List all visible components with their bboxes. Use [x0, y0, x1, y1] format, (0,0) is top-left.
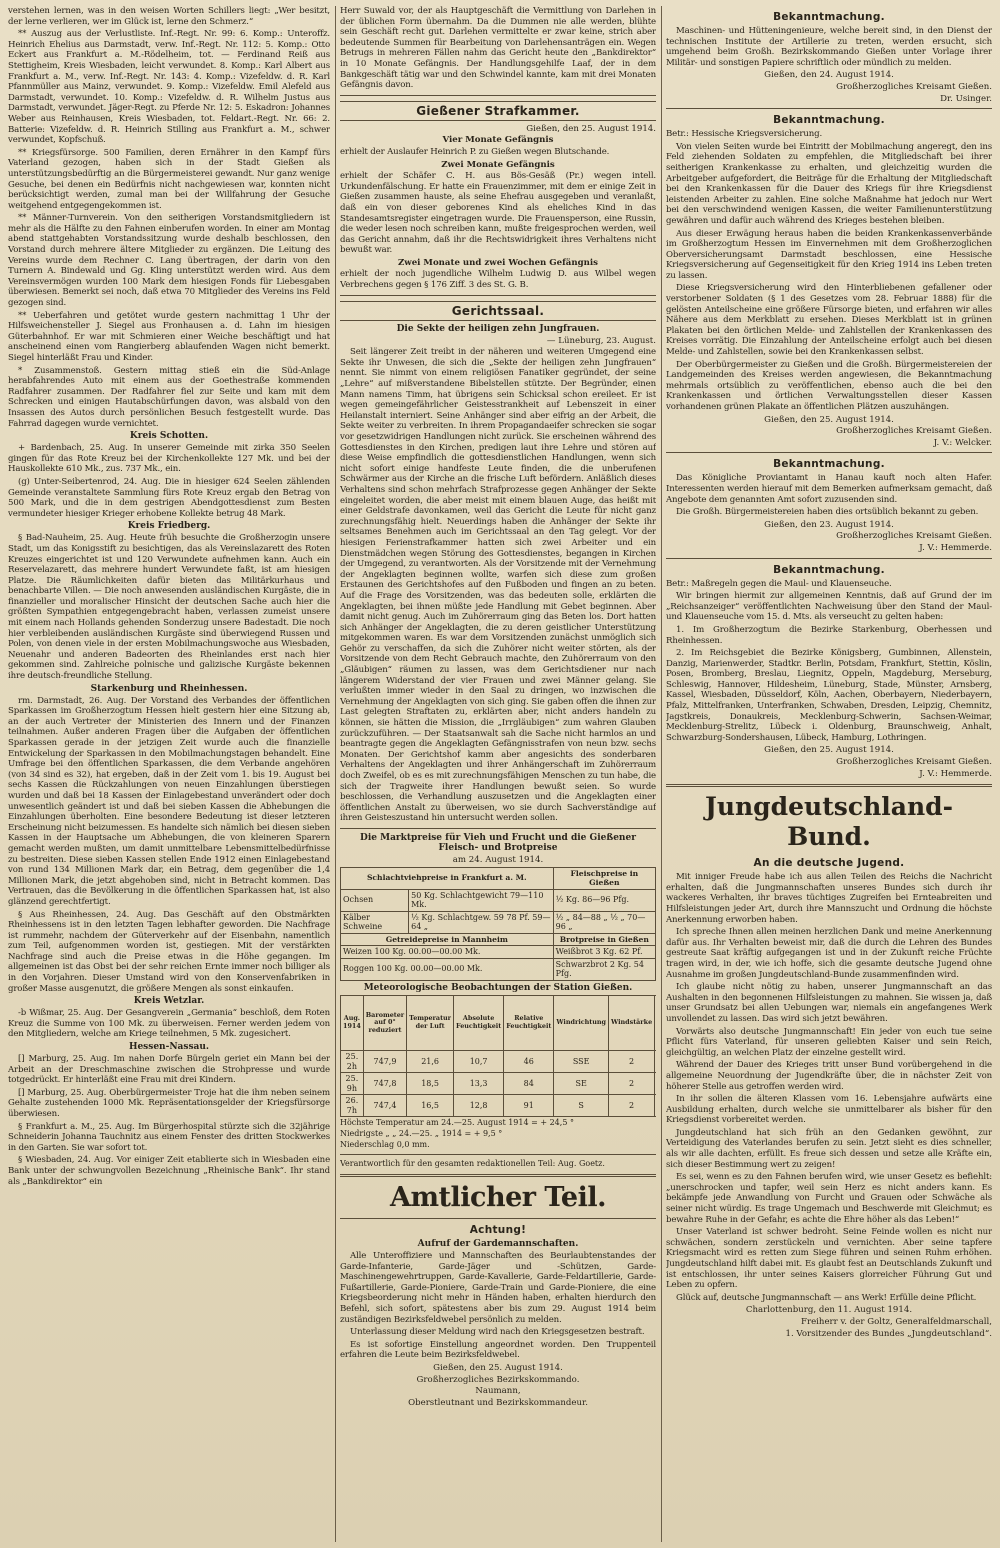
article-text: ** Männer-Turnverein. Von den seitherigen Vorstandsmitgliedern ist mehr als die Hälfte zu den Fahnen einberufen worden. In einer am Montag abend stattgehabten Vorstandssitzung wurde deshalb beschlossen, den Vorstand durch mehrere ältere Mitglieder zu ergänzen. Die Leitung des Vereins wurde dem Rechner C. Lang übertragen, der darin von den Turnern A. Bindewald und Gg. Kling unterstützt werden wird. Aus dem Vereinsvermögen wurden 100 Mark dem hiesigen Fonds für Liebesgaben überwiesen. Bemerkt sei noch, daß etwa 70 Mitglieder des Vereins ins Feld gezogen sind. [8, 213, 330, 309]
table-header-row [341, 995, 657, 1051]
dateline: Charlottenburg, den 11. August 1914. [745, 1305, 913, 1316]
notice-text: Es ist sofortige Einstellung angeordnet worden. Den Truppenteil erfahren die Leute beim Bezirksfeldwebel. [340, 1339, 656, 1361]
article-text: erhielt der noch jugendliche Wilhelm Ludwig D. aus Wilbel wegen Verbrechens gegen § 176 Ziff. 3 des St. G. B. [340, 269, 656, 291]
table-header: Relative Feuchtigkeit [504, 995, 554, 1051]
column-left [8, 6, 330, 1542]
table-row [341, 889, 656, 911]
dateline: am 24. August 1914. [452, 854, 544, 865]
table-header: Windstärke [609, 995, 655, 1051]
section-heading: Hessen-Nassau. [128, 1042, 210, 1053]
appeal-text: Ich spreche Ihnen allen meinen herzlichen Dank und meine Anerkennung dafür aus. Ihr Verhalten beweist mir, daß die durch die Lehren des Bundes gestreute Saat kräftig aufgegangen ist und in der Zukunft reiche Früchte tragen wird, in der, wie ich hoffe, sich die gesamte deutsche Jugend ohne Ausnahme im großen Jungdeutschland-Bunde zusammenfinden wird. [666, 927, 992, 980]
column-rule [661, 6, 662, 1542]
article-text: rm. Darmstadt, 26. Aug. Der Vorstand des Verbandes der öffentlichen Sparkassen im Großherzogtum Hessen hielt gestern hier eine Sitzung ab, an der auch Vertreter der Ministerien des Innern und der Finanzen teilnahmen. Außer anderen Fragen über die Aufgaben der öffentlichen Sparkassen gerade in der jetzigen Zeit wurde auch die finanzielle Entwickelung der Sparkassen in den Mobilmachungstagen behandelt. Eine Umfrage bei den öffentlichen Sparkassen, die dem Verbande angehören (von 34 sind es 32), hat ergeben, daß in der Zeit vom 1. bis 19. August bei sechs Kassen die Rückzahlungen von neuen Einzahlungen überstiegen wurden und daß bei 18 Kassen der Einlagebestand unverändert oder doch unwesentlich geändert ist und daß bei sieben Kassen die Abhebungen die Einzahlungen überholten. Eine besondere Bedeutung ist dieser letzteren Erscheinung nicht beizumessen. Es handelte sich nämlich bei diesen sieben Kassen in der Hauptsache um Abhebungen, die von kleineren Sparern gemacht werden mußten, um damit unmittelbare Lebensmittelbedürfnisse zu bestreiten. Diese sieben Kassen stellen Ende 1912 einen Einlagebestand von rund 134 Millionen Mark dar, ein Betrag, dem gegenüber die 1,4 Millionen Mark, die jetzt abgehoben sind, nicht in Betracht kommen. Das Vertrauen, das die Bevölkerung in die öffentlichen Sparkassen hat, ist also glänzend gerechtfertigt. [8, 695, 330, 907]
table-cell: 747,4 [363, 1095, 406, 1117]
table-cell: 46 [504, 1051, 554, 1073]
weather-footnote: Niedrigste „ „ 24.—25. „ 1914 = + 9,5 ° [340, 1129, 503, 1139]
signature: Freiherr v. der Goltz, Generalfeldmarschall, [801, 1316, 992, 1327]
notice-text: Diese Kriegsversicherung wird den Hinterbliebenen gefallener oder verstorbener Soldaten (§ 1 des Gesetzes vom 28. Februar 1888) für die gelösten Anteilscheine eine größere Fürsorge bieten, und erfahren wir alles Nähere aus dem Merkblatt zu ersehen. Dieses Merkblatt ist in grünen Plakaten bei den örtlichen Melde- und Zahlstellen der Krankenkassen des Kreises vorrätig. Die Einzahlung der Anteilscheine erfolgt auch bei diesen Melde- und Zahlstellen, sowie bei den Krankenkassen selbst. [666, 283, 992, 358]
article-text: erhielt der Schäfer C. H. aus Bös-Gesäß (Pr.) wegen intell. Urkundenfälschung. Er hatte ein Frauenzimmer, mit dem er einige Zeit in Gießen zusammen hauste, als seine Ehefrau ausgegeben und veranlaßt, daß ein von dieser geborenes Kind als eheliches Kind in das Standesamtsregister eingetragen wurde. Die Frauensperson, eine Russin, die weder lesen noch schreiben kann, mußte freigesprochen werden, weil das Gericht annahm, daß ihr die Rechtswidrigkeit ihres Verhaltens nicht bewußt war. [340, 171, 656, 256]
divider [340, 295, 656, 296]
table-header: Temperatur der Luft [407, 995, 454, 1051]
article-text: § Bad-Nauheim, 25. Aug. Heute früh besuchte die Großherzogin unsere Stadt, um das Konigsstift zu besichtigen, das als Vereinslazarett des Roten Kreuzes eingerichtet ist und 120 Verwundete aufnehmen kann. Auch ein Reservelazarett, das mehrere hundert Verwundete faßt, ist am hiesigen Platze. Die Räumlichkeiten dafür bieten das Militärkurhaus und benachbarte Villen. — Die noch anwesenden ausländischen Kurgäste, die in finanzieller und moralischer Hinsicht der deutschen Sache auch hier die größten Sympathien entgegengebracht haben, verlassen zumeist unsere mit einem nach Hollands gehenden Sonderzug unsere Badestadt. Die noch hier verbleibenden ausländischen Kurgäste sind überwiegend Russen und Polen, von denen viele in der ersten Mobilmachungswoche aus Wiesbaden, Neuenahr und anderen Badeorten des Rheinlandes erst nach hier gekommen sind. Zahlreiche polnische und galizische Kurgäste bekennen ihre deutsch-freundliche Stellung. [8, 533, 330, 682]
section-heading: Gießener Strafkammer. [340, 101, 656, 121]
divider [666, 452, 992, 453]
column-right [666, 6, 992, 1542]
signature: Großherzogliches Bezirkskommando. [416, 1374, 580, 1385]
table-row [341, 1051, 657, 1073]
verdict-heading: Zwei Monate Gefängnis [441, 159, 555, 170]
signature: Oberstleutnant und Bezirkskommandeur. [408, 1397, 588, 1408]
official-section-title: Amtlicher Teil. [390, 1182, 606, 1214]
article-text: § Wiesbaden, 24. Aug. Vor einiger Zeit etablierte sich in Wiesbaden eine Bank unter der schwungvollen Bezeichnung „Rheinische Bank“. Ihr stand als „Bankdirektor“ ein [8, 1155, 330, 1187]
table-cell: 26. 7h [341, 1095, 364, 1117]
section-heading: Gerichtssaal. [340, 301, 656, 321]
appeal-text: Es sei, wenn es zu den Fahnen berufen wird, wie unser Gesetz es befiehlt: „unerschrocken und tapfer, weil sein Herz es nicht anders kann. Es bekämpfe jede Anwandlung von Furcht und Grauen oder Schwäche als seiner nicht würdig. Es trage Ungemach und Beschwerde mit Gleichmut; es bewahre Ruhe in der Gefahr, es achte die Ehre höher als das Leben!“ [666, 1172, 992, 1225]
table-row [341, 946, 656, 959]
column-middle [340, 6, 656, 1542]
notice-text: Aus dieser Erwägung heraus haben die beiden Krankenkassenverbände im Großherzogtum Hessen im Einvernehmen mit dem Großherzoglichen Oberversicherungsamt Darmstadt beschlossen, eine Hessische Kriegsversicherung auf Gegenseitigkeit für den Krieg 1914 ins Leben treten zu lassen. [666, 228, 992, 281]
table-cell: Kälber Schweine [341, 911, 409, 933]
table-cell: 12,8 [454, 1095, 504, 1117]
appeal-text: Vorwärts also deutsche Jungmannschaft! Ein jeder von euch tue seine Pflicht fürs Vaterland, für unseren geliebten Kaiser und sein Reich, gleichgültig, an welchen Platz der einzelne gestellt wird. [666, 1026, 992, 1058]
editor-responsible: Verantwortlich für den gesamten redaktionellen Teil: Aug. Goetz. [340, 1159, 605, 1169]
notice-text: 2. Im Reichsgebiet die Bezirke Königsberg, Gumbinnen, Allenstein, Danzig, Marienwerder, Stadtkr. Berlin, Potsdam, Frankfurt, Stettin, Köslin, Posen, Bromberg, Breslau, Liegnitz, Oppeln, Magdeburg, Merseburg, Schleswig, Hannover, Hildesheim, Lüneburg, Stade, Münster, Arnsberg, Kassel, Wiesbaden, Düsseldorf, Köln, Aachen, Oberbayern, Niederbayern, Pfalz, Mittelfranken, Unterfranken, Schwaben, Dresden, Leipzig, Chemnitz, Jagstkreis, Donaukreis, Mecklenburg-Schwerin, Sachsen-Weimar, Mecklenburg-Strelitz, Lübeck i. Oldenburg, Braunschweig, Anhalt, Schwarzburg-Sondershausen, Lübeck, Hamburg, Lothringen. [666, 648, 992, 743]
jungdeutschland-subtitle: An die deutsche Jugend. [753, 857, 905, 870]
table-cell: 84 [504, 1073, 554, 1095]
table-cell: 10,7 [454, 1051, 504, 1073]
table-cell: Schwarzbrot 2 Kg. 54 Pfg. [553, 958, 655, 980]
notice-heading: Bekanntmachung. [773, 563, 885, 576]
dateline: — Lüneburg, 23. August. [546, 335, 656, 346]
article-text: erhielt der Auslaufer Heinrich P. zu Gießen wegen Blutschande. [340, 146, 610, 157]
market-heading: Die Marktpreise für Vieh und Frucht und die Gießener Fleisch- und Brotpreise [360, 832, 636, 853]
article-text: [] Marburg, 25. Aug. Im nahen Dorfe Bürgeln geriet ein Mann bei der Arbeit an der Dreschmaschine zwischen die Strohpresse und wurde totgedrückt. Er hinterläßt eine Frau mit drei Kindern. [8, 1054, 330, 1086]
weather-heading: Meteorologische Beobachtungen der Station Gießen. [363, 982, 633, 993]
dateline: Gießen, den 25. August 1914. [764, 414, 894, 425]
notice-heading: Bekanntmachung. [773, 11, 885, 23]
table-cell [655, 1073, 656, 1095]
dateline: Gießen, den 24. August 1914. [764, 70, 894, 81]
signature: Großherzogliches Kreisamt Gießen. [836, 81, 992, 92]
divider [666, 558, 992, 559]
article-text: ** Ueberfahren und getötet wurde gestern nachmittag 1 Uhr der Hilfsweichensteller J. Siegel aus Fronhausen a. d. Lahn im hiesigen Güterbahnhof. Er war mit Schmieren einer Weiche beschäftigt und hat anscheinend einen vom Rangierberg ablaufenden Wagen nicht bemerkt. Siegel hinterläßt Frau und Kinder. [8, 310, 330, 363]
table-cell: S [554, 1095, 609, 1117]
signature: Naumann, [475, 1386, 521, 1397]
table-header: Schlachtviehpreise in Frankfurt a. M. [341, 867, 554, 889]
notice-text: Unterlassung dieser Meldung wird nach den Kriegsgesetzen bestraft. [350, 1327, 645, 1338]
section-heading: Kreis Schotten. [129, 431, 209, 442]
table-cell: 2 [609, 1073, 655, 1095]
divider [340, 1154, 656, 1155]
dateline: Gießen, den 25. August 1914. [764, 745, 894, 756]
notice-text: Die Großh. Bürgermeistereien haben dies ortsüblich bekannt zu geben. [676, 507, 979, 518]
table-cell: SSE [554, 1051, 609, 1073]
signature: J. V.: Hemmerde. [919, 768, 992, 779]
jungdeutschland-title: Jungdeutschland-Bund. [705, 792, 953, 852]
weather-footnote: Höchste Temperatur am 24.—25. August 1914 = + 24,5 ° [340, 1118, 574, 1128]
column-rule [335, 6, 336, 1542]
section-heading: Kreis Wetzlar. [133, 996, 205, 1007]
table-cell [655, 1051, 656, 1073]
signature: J. V.: Hemmerde. [919, 542, 992, 553]
notice-heading: Bekanntmachung. [773, 114, 885, 127]
divider [340, 95, 656, 96]
table-cell: Weizen 100 Kg. 00.00—00.00 Mk. [341, 946, 554, 959]
table-row [341, 911, 656, 933]
table-cell: 25. 9h [341, 1073, 364, 1095]
article-text: Herr Suwald vor, der als Hauptgeschäft die Vermittlung von Darlehen in der üblichen Form übernahm. Da die Dummen nie alle werden, blühte sein Geschäft recht gut. Darlehen vermittelte er zwar keine, strich aber bedeutende Summen für Bearbeitung von Darlehensanträgen ein. Wegen Betrugs in mehreren Fällen nahm das Gericht heute den „Bankdirektor“ in 10 Monate Gefängnis. Der Handlungsgehilfe Laaf, der in dem Bankgeschäft tätig war und den Schwindel kannte, kam mit drei Monaten Gefängnis davon. [340, 6, 656, 91]
article-text: ** Kriegsfürsorge. 500 Familien, deren Ernährer in den Kampf fürs Vaterland gezogen, haben sich in der Stadt Gießen als unterstützungsbedürftig an die Bürgermeisterei gewandt. Nur ganz wenige Gesuche, bei denen ein Bedürfnis nicht nachgewiesen war, konnten nicht berücksichtigt werden, zumal man bei der Willfahrung der Gesuche weitgehend entgegengekommen ist. [8, 147, 330, 211]
table-header: Fleischpreise in Gießen [553, 867, 655, 889]
table-row [341, 1095, 657, 1117]
table-header: Absolute Feuchtigkeit [454, 995, 504, 1051]
dateline: Gießen, den 25. August 1914. [526, 123, 656, 134]
weather-table [340, 995, 656, 1118]
notice-subject: Betr.: Maßregeln gegen die Maul- und Klauenseuche. [666, 578, 892, 589]
table-cell: 747,8 [363, 1073, 406, 1095]
notice-text: 1. Im Großherzogtum die Bezirke Starkenburg, Oberhessen und Rheinhessen. [666, 624, 992, 646]
divider [340, 1218, 656, 1219]
notice-heading: Bekanntmachung. [773, 458, 885, 471]
divider [340, 1174, 656, 1177]
signature: Großherzogliches Kreisamt Gießen. [836, 757, 992, 768]
article-text: * Zusammenstoß. Gestern mittag stieß ein die Süd-Anlage herabfahrendes Auto mit einem aus der Goethestraße kommenden Radfahrer zusammen. Der Radfahrer fiel zur Seite und kam mit dem Schrecken und einigen Hautabschürfungen davon, was alsbald von den Insassen des Autos durch persönlichen Besuch festgestellt wurde. Das Fahrrad dagegen wurde vernichtet. [8, 365, 330, 429]
signature: J. V.: Welcker. [933, 437, 992, 448]
divider [666, 108, 992, 109]
table-header: Barometer auf 0° reduziert [363, 995, 406, 1051]
appeal-text: In ihr sollen die älteren Klassen vom 16. Lebensjahre aufwärts eine Ausbildung erhalten, durch welche sie unmittelbarer als bisher für den Kriegsdienst vorbereitet werden. [666, 1094, 992, 1126]
appeal-text: Mit inniger Freude habe ich aus allen Teilen des Reichs die Nachricht erhalten, daß die Jungmannschaften unseres Bundes sich durch ihr wackeres Verhalten, ihr braves tüchtiges Zugreifen bei Ernteabreiten und Hilfsleistungen jeder Art, durch ihre Mannszucht und Ordnung die höchste Anerkennung erworben haben. [666, 872, 992, 925]
table-cell [655, 1095, 656, 1117]
appeal-text: Während der Dauer des Krieges tritt unser Bund vorübergehend in die allgemeine Neuordnung der Jugendkräfte über, die in nächster Zeit von höherer Stelle aus getroffen werden wird. [666, 1060, 992, 1092]
appeal-text: Jungdeutschland hat sich früh an den Gedanken gewöhnt, zur Verteidigung des Vaterlandes berufen zu sein. Jetzt sieht es dies schneller, als wir alle dachten, erfüllt. Es freue sich dessen und setze alle Kräfte ein, sich dieser Bestimmung wert zu zeigen! [666, 1127, 992, 1170]
signature: Dr. Usinger. [940, 93, 992, 104]
notice-subheading: Aufruf der Gardemannschaften. [417, 1239, 579, 1250]
table-cell: Weißbrot 3 Kg. 62 Pf. [553, 946, 655, 959]
dateline: Gießen, den 25. August 1914. [433, 1363, 563, 1373]
notice-text: Alle Unteroffiziere und Mannschaften des Beurlaubtenstandes der Garde-Infanterie, Garde-Jäger und -Schützen, Garde-Maschinengewehrtruppen, Garde-Kavallerie, Garde-Feldartillerie, Garde-Fußartillerie, Garde-Pioniere, Garde-Train und Garde-Pioniere, die eine Kriegsbeorderung nicht mehr in Händen haben, erhalten hierdurch den Befehl, sich sofort, spätestens aber bis zum 29. August 1914 beim zuständigen Bezirksfeldwebel persönlich zu melden. [340, 1251, 656, 1325]
notice-text: Der Oberbürgermeister zu Gießen und die Großh. Bürgermeistereien der Landgemeinden des Kreises werden angewiesen, die Bekanntmachung mehrmals ortsüblich zu veröffentlichen, ebenso auch die bei den Krankenkassen und örtlichen Verwaltungsstellen dieser Kassen vorhandenen grünen Plakate an öffentlichen Plätzen auszuhängen. [666, 359, 992, 412]
table-cell: 91 [504, 1095, 554, 1117]
notice-heading: Achtung! [469, 1224, 527, 1237]
notice-text: Das Königliche Proviantamt in Hanau kauft noch alten Hafer. Interessenten werden hierauf mit dem Bemerken aufmerksam gemacht, daß Angebote dem genannten Amt sofort zuzusenden sind. [666, 473, 992, 505]
section-heading: Starkenburg und Rheinhessen. [90, 683, 248, 694]
table-header [655, 995, 656, 1051]
table-cell: 21,6 [407, 1051, 454, 1073]
table-cell: 25. 2h [341, 1051, 364, 1073]
signature: 1. Vorsitzender des Bundes „Jungdeutschland“. [785, 1328, 992, 1339]
verdict-heading: Vier Monate Gefängnis [442, 135, 554, 146]
table-cell: ½ Kg. 86—96 Pfg. [553, 889, 655, 911]
article-text: [] Marburg, 25. Aug. Oberbürgermeister Troje hat die ihm neben seinem Gehalte zustehenden 1000 Mk. Repräsentationsgelder der Kriegsfürsorge überwiesen. [8, 1087, 330, 1119]
table-cell: ½ „ 84—88 „ ½ „ 70—96 „ [553, 911, 655, 933]
article-text: + Bardenbach, 25. Aug. In unserer Gemeinde mit zirka 350 Seelen gingen für das Rote Kreuz bei der Kirchenkollekte 127 Mk. und bei der Hauskollekte 610 Mk., zus. 737 Mk., ein. [8, 443, 330, 475]
table-cell: 2 [609, 1051, 655, 1073]
table-cell: 13,3 [454, 1073, 504, 1095]
divider [666, 784, 992, 787]
appeal-text: Glück auf, deutsche Jungmannschaft — ans Werk! Erfülle deine Pflicht. [676, 1292, 977, 1303]
notice-text: Von vielen Seiten wurde bei Eintritt der Mobilmachung angeregt, den ins Feld ziehenden Soldaten zu empfehlen, die Mitgliedschaft bei ihrer seitherigen Krankenkasse zu erhalten, und gleichzeitig wurden die Arbeitgeber aufgefordert, die Beiträge für die Erhaltung der Mitgliedschaft bei den Krankenkassen für die Dauer des Kriegs für ihre Kriegsdienst leistenden Arbeiter zu zahlen. Eine solche Maßnahme hat jedoch nur Wert bei den verschwindend wenigen Kassen, die weiter Familienunterstützung gewähren und dafür auch während des Krieges bestehen bleiben. [666, 141, 992, 226]
table-header: Windrichtung [554, 995, 609, 1051]
notice-text: Maschinen- und Hütteningenieure, welche bereit sind, in den Dienst der technischen Institute der Artillerie zu treten, werden ersucht, sich umgehend beim Großh. Bezirkskommando Gießen unter Vorlage ihrer Militär- und sonstigen Papiere schriftlich oder mündlich zu melden. [666, 26, 992, 68]
notice-text: Wir bringen hiermit zur allgemeinen Kenntnis, daß auf Grund der im „Reichsanzeiger“ veröffentlichten Nachweisung über den Stand der Maul- und Klauenseuche vom 15. d. Mts. als verseucht zu gelten haben: [666, 591, 992, 623]
verdict-heading: Zwei Monate und zwei Wochen Gefängnis [398, 257, 598, 268]
table-row [341, 958, 656, 980]
article-text: § Frankfurt a. M., 25. Aug. Im Bürgerhospital stürzte sich die 32jährige Schneiderin Johanna Tauchnitz aus einem Fenster des dritten Stockwerkes in den Garten. Sie war sofort tot. [8, 1121, 330, 1153]
article-title: Die Sekte der heiligen zehn Jungfrauen. [396, 323, 600, 334]
table-cell: 16,5 [407, 1095, 454, 1117]
table-cell: Ochsen [341, 889, 409, 911]
table-cell: 50 Kg. Schlachtgewicht 79—110 Mk. [409, 889, 554, 911]
notice-subject: Betr.: Hessische Kriegsversicherung. [666, 129, 823, 140]
appeal-text: Ich glaube nicht nötig zu haben, unserer Jungmannschaft an das Aushalten in den begonnenen Hilfsleistungen zu mahnen. Sie wissen ja, daß unser Grundsatz bei allen Uebungen war, niemals ein angefangenes Werk unvollendet zu lassen. Das wird sich jetzt bewähren. [666, 982, 992, 1024]
signature: Großherzogliches Kreisamt Gießen. [836, 531, 992, 542]
article-text: Seit längerer Zeit treibt in der näheren und weiteren Umgegend eine Sekte ihr Unwesen, die sich die „Sekte der heiligen zehn Jungfrauen“ nennt. Sie nimmt von einem religiösen Fanatiker gegründet, der seine „Lehre“ auf mißverstandene Bibelstellen stützte. Der Begründer, einen Mann namens Timm, hat übrigens sein Schicksal schon ereileet. Er ist wegen gemeingefährlicher Geistesstrankheit auf Lebenszeit in einer Heilanstalt interniert. Seine Anhänger sind aber eifrig an der Arbeit, die Sekte weiter zu verbreiten. In ihrem Propagandaeifer schrecken sie sogar vor gesetzwidrigen Handlungen nicht zurück. Sie erscheinen während des Gottesdienstes in den Kirchen, predigen laut ihre Lehre und stören auf diese Weise empfindlich die gottesdienstlichen Handlungen, wenn sich nicht sofort einige handfeste Leute finden, die die unberufenen Schwärmer aus der Kirche an die frische Luft befördern. Anläßlich dieses Verhaltens sind schon mehrfach Strafprozesse gegen Anhänger der Sekte eingeleitet worden, die aber meist mit einem blauen Auge, das heißt mit einer Geldstrafe davonkamen, weil das Gericht die Leute für nicht ganz zurechnungsfähig hielt. Neuerdings haben die Anhänger der Sekte ihr seltsames Benehmen auch im Gerichtssaal an den Tag gelegt. Vor der hiesigen Ferienstrafkammer hatten sich zwei Arbeiter und ein Dienstmädchen wegen Störung des Gottesdienstes, begangen in Kirchen der Umgegend, zu verantworten. Als der Vorsitzende mit der Vernehmung der Angeklagten beginnen wollte, warfen sich diese zum großen Erstaunen des Gerichtshofes auf den Fußboden und fingen an zu beten. Auf die Frage des Vorsitzenden, was das bedeuten solle, erklärten die Angeklagten, bei ihnen müßte jede Handlung mit Gebet beginnen. Aber damit nicht genug. Auch im Zuhörerraum ging das Beten los. Dort hatten sich Anhänger der Angeklagten, die zu deren geistlicher Unterstützung mitgekommen waren. Es war dem Vorsitzenden zunächst unmöglich sich Gehör zu verschaffen, da sich die Zuhörer nicht weiter störten, als der Vorsitzende von dem Recht Gebrauch machte, den Zuhörerraum von den „Gläubigen“ räumen zu lassen, was dem Gerichtsdiener nur nach längerem Widerstand der vier Frauen und zwei Männer gelang. Sie verlußten immer wieder in den Saal zu dringen, wo inzwischen die Vernehmung der Angeklagten von sich ging. Sie gaben offen die ihnen zur Last gelegten Straftaten zu, erklärten aber, nicht anders handeln zu können, sie hätten die Mission, die „Irrgläubigen“ zum wahren Glauben zurückzuführen. — Der Staatsanwalt sah die Sache nicht harmlos an und beantragte gegen die Angeklagten Gefängnisstrafen von neun bzw. sechs Monaten. Der Gerichtshof kamm aber angesichts des sonderbaren Verhaltens der Angeklagten und ihrer Anhängerschaft im Zuhörerraum doch Zweifel, ob es es mit zurechnungsfähigen Menschen zu tun habe, die sich der Tragweite ihrer Handlungen bewußt seien. So wurde beschlossen, die Verhandlung auszusetzen und die Angeklagten einer öffentlichen Anstalt zu überweisen, wo sie durch Sachverständige auf ihren Geisteszustand hin untersucht werden sollen. [340, 347, 656, 824]
section-heading: Kreis Friedberg. [127, 521, 211, 532]
article-text: § Aus Rheinhessen, 24. Aug. Das Geschäft auf den Obstmärkten Rheinhessens ist in den letzten Tagen lebhafter geworden. Die Nachfrage ist rummehr, nachdem der Güterverkehr auf der Eisenbahn, namentlich zum Teil, aufgenommen worden ist, gestiegen. Mit der verstärkten Nachfrage sind auch die Preise etwas in die Höhe gegangen. Im allgemeinen ist das Obst bei der sehr reichen Ernte immer noch billiger als in den Vorjahren. Dieser Umstand wird von den Konservenfabriken in großer Masse ausgenutzt, die größere Mengen als sonst einkaufen. [8, 909, 330, 994]
signature: Großherzogliches Kreisamt Gießen. [836, 426, 992, 437]
weather-footnote: Niederschlag 0,0 mm. [340, 1140, 430, 1150]
article-text: verstehen lernen, was in den weisen Worten Schillers liegt: „Wer besitzt, der lerne verlieren, wer im Glück ist, lerne den Schmerz.“ [8, 6, 330, 27]
table-cell: SE [554, 1073, 609, 1095]
table-header: Aug. 1914 [341, 995, 364, 1051]
table-cell: 2 [609, 1095, 655, 1117]
table-header: Getreidepreise in Mannheim [341, 933, 554, 946]
table-row [341, 1073, 657, 1095]
table-cell: 18,5 [407, 1073, 454, 1095]
casualty-list: ** Auszug aus der Verlustliste. Inf.-Regt. Nr. 99: 6. Komp.: Unteroffz. Heinrich Ehelius aus Darmstadt, verw. Inf.-Regt. Nr. 112: 5. Komp.: Otto Eckert aus Frankfurt a. M.-Rödelheim, tot. — Ferdinand Reiß aus Stettigheim, Kreis Wiesbaden, leicht verwundet. 8. Komp.: Karl Albert aus Frankfurt a. M., verw. Inf.-Regt. Nr. 143: 4. Komp.: Vizefeldw. d. R. Karl Pfannmüller aus Mainz, verwundet. 9. Komp.: Vizefeldw. Emil Alefeld aus Darmstadt, verwundet. 10. Komp.: Vizefeldw. d. R. Wilhelm Justus aus Darmstadt, verwundet. Jäger-Regt. zu Pferde Nr. 12: 5. Eskadron: Johannes Weber aus Reinhausen, Kreis Wiesbaden, tot. Feldart.-Regt. Nr. 66: 2. Batterie: Vizefeldw. d. R. Heinrich Stilling aus Frankfurt a. M., schwer verwundet, Kopfschuß. [8, 29, 330, 146]
market-price-table [340, 867, 656, 981]
table-cell: 747,9 [363, 1051, 406, 1073]
divider [340, 828, 656, 829]
dateline: Gießen, den 23. August 1914. [764, 519, 894, 530]
article-text: (g) Unter-Seibertenrod, 24. Aug. Die in hiesiger 624 Seelen zählenden Gemeinde veranstaltete Sammlung fürs Rote Kreuz ergab den Betrag von 500 Mark, und die in dem gestrigen Abendgottesdienst zum Besten vermundeter hiesiger Krieger erhobene Kollekte betrug 48 Mark. [8, 476, 330, 519]
article-text: -b Wißmar, 25. Aug. Der Gesangverein „Germania“ beschloß, dem Roten Kreuz die Summe von 100 Mk. zu überweisen. Ferner werden jedem von den Mitgliedern, welche am Kriege teilnehmen, 5 Mk. zugesichert. [8, 1008, 330, 1040]
table-cell: ½ Kg. Schlachtgew. 59 78 Pf. 59—64 „ [409, 911, 554, 933]
appeal-text: Unser Vaterland ist schwer bedroht. Seine Feinde wollen es nicht nur schwächen, sondern zerstückeln und vernichten. Aber seine tapfere Kriegsmacht wird es retten zum Siege führen und seinen Ruhm erhöhen. Jungdeutschland hilft dabei mit. Es glaubt fest an Deutschlands Zukunft und ist entschlossen, ihr unter seines Kaisers glorreicher Führung Gut und Leben zu opfern. [666, 1227, 992, 1291]
table-cell: Roggen 100 Kg. 00.00—00.00 Mk. [341, 958, 554, 980]
table-header: Brotpreise in Gießen [553, 933, 655, 946]
